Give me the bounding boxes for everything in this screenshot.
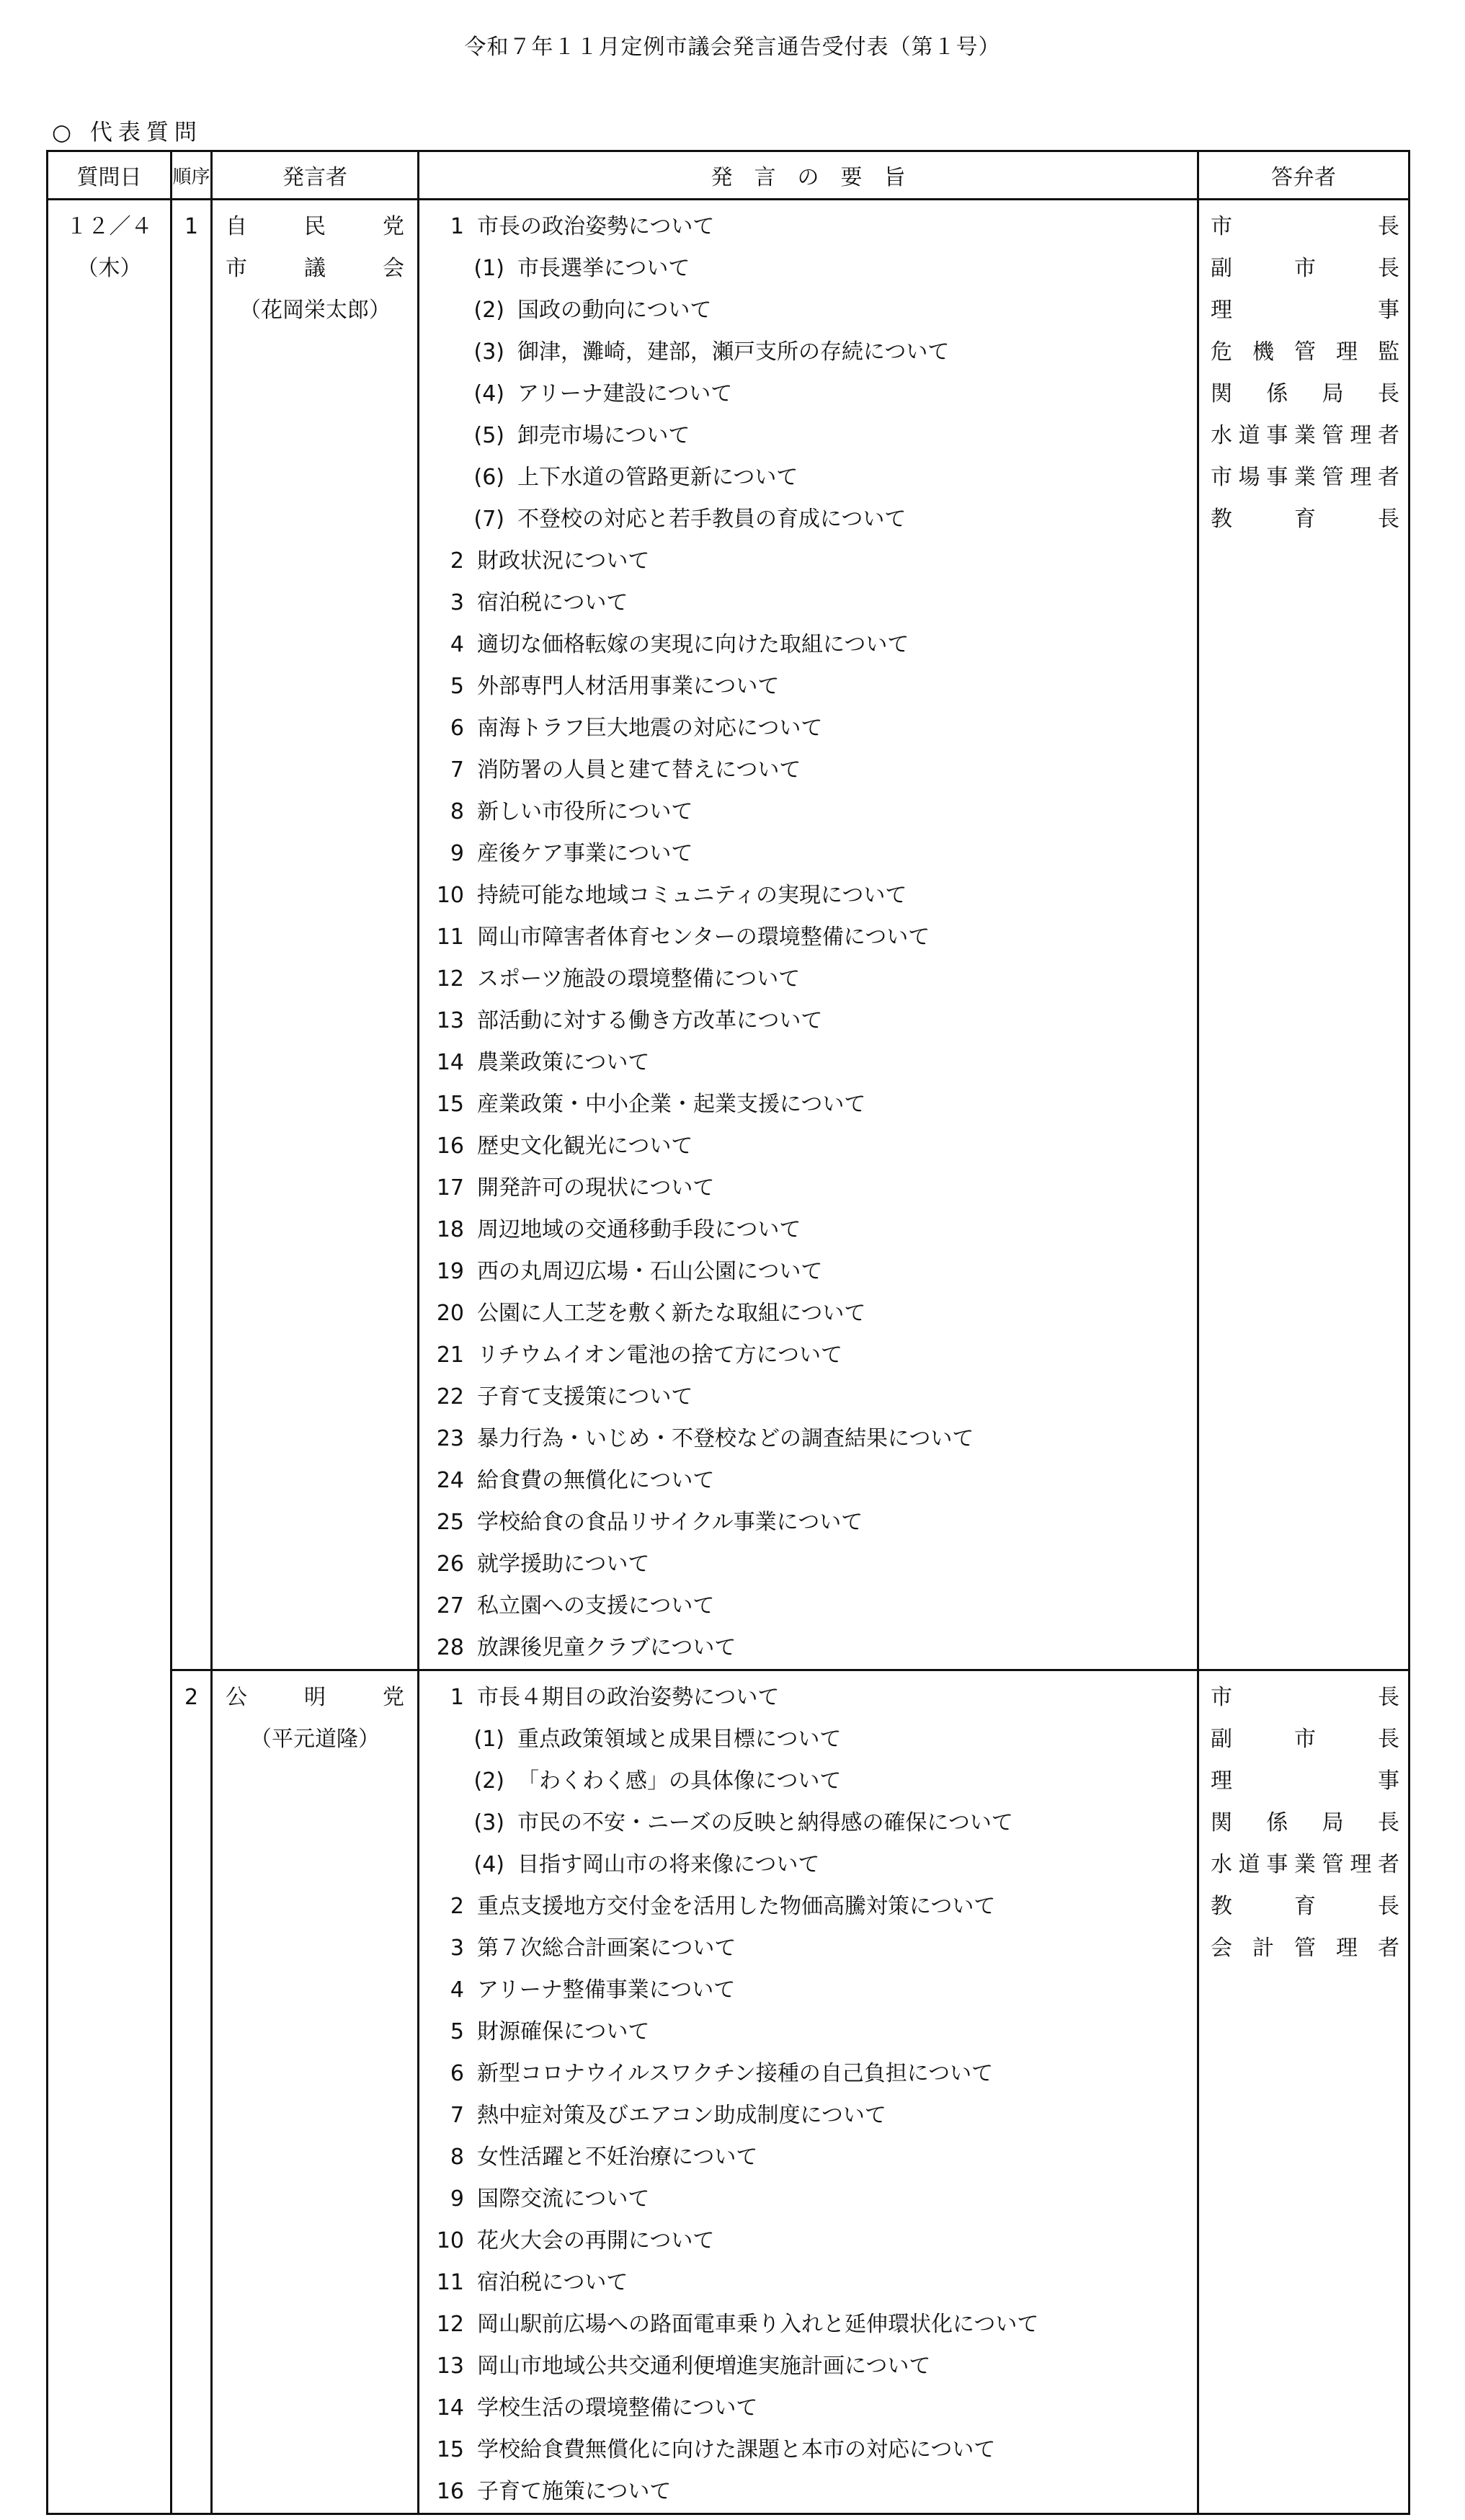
summary-item <box>419 1585 1197 1627</box>
item-number: 14 <box>436 1050 464 1075</box>
entry-row <box>48 1670 1410 2514</box>
speaker-cell <box>212 1670 419 2514</box>
respondent: 市長 <box>1211 1685 1399 1710</box>
summary-item <box>419 1126 1197 1167</box>
summary-item <box>419 1460 1197 1502</box>
item-number: 10 <box>436 2228 464 2253</box>
header-respondent: 答弁者 <box>1198 151 1410 200</box>
respondent: 理事 <box>1211 1768 1399 1794</box>
summary-item <box>419 791 1197 833</box>
item-number: 14 <box>436 2395 464 2421</box>
summary-list <box>419 1677 1197 2513</box>
summary-item <box>419 1376 1197 1418</box>
summary-item <box>419 875 1197 917</box>
summary-item <box>419 958 1197 1000</box>
summary-subitem <box>419 248 1197 290</box>
header-order: 順序 <box>172 151 212 200</box>
item-text: 国際交流について <box>477 2186 650 2212</box>
summary-item <box>419 833 1197 875</box>
summary-item <box>419 1627 1197 1669</box>
item-number: 16 <box>436 1134 464 1159</box>
item-number: 8 <box>450 799 464 824</box>
item-text: 学校給食費無償化に向けた課題と本市の対応について <box>477 2437 996 2462</box>
item-text: 第７次総合計画案について <box>477 1936 736 1961</box>
summary-item <box>419 1335 1197 1376</box>
item-number: 12 <box>436 966 464 992</box>
speaker-name: （平元道隆） <box>250 1727 380 1752</box>
section-heading: ○ 代表質問 <box>52 120 202 146</box>
summary-item <box>419 2220 1197 2262</box>
item-number: 13 <box>436 1008 464 1033</box>
speaker-party: 自民党 <box>226 214 404 239</box>
respondent: 教育長 <box>1211 507 1399 532</box>
order-number: 1 <box>184 214 199 239</box>
item-number: 18 <box>436 1217 464 1242</box>
item-number: 6 <box>450 716 464 741</box>
item-text: 重点支援地方交付金を活用した物価高騰対策について <box>477 1894 996 1919</box>
item-text: 市長の政治姿勢について <box>477 214 715 239</box>
summary-subitem <box>419 1760 1197 1802</box>
item-text: 歴史文化観光について <box>477 1134 693 1159</box>
summary-item <box>419 1969 1197 2011</box>
summary-subitem <box>419 1719 1197 1760</box>
summary-item <box>419 1293 1197 1335</box>
item-text: リチウムイオン電池の捨て方について <box>477 1343 842 1368</box>
item-text: 上下水道の管路更新について <box>517 465 798 490</box>
item-text: 市民の不安・ニーズの反映と納得感の確保について <box>517 1810 1013 1835</box>
item-text: 目指す岡山市の将来像について <box>517 1852 820 1877</box>
speaker-party: 市議会 <box>226 256 404 281</box>
summary-item <box>419 2429 1197 2471</box>
item-text: 財源確保について <box>477 2019 650 2044</box>
summary-item <box>419 2262 1197 2304</box>
summary-item <box>419 1209 1197 1251</box>
item-number: (7) <box>473 507 504 532</box>
entry-row <box>48 200 1410 1670</box>
respondent: 水道事業管理者 <box>1211 1852 1399 1877</box>
item-text: 女性活躍と不妊治療について <box>477 2145 758 2170</box>
summary-item <box>419 1000 1197 1042</box>
item-number: 3 <box>450 1936 464 1961</box>
item-number: 16 <box>436 2479 464 2504</box>
item-number: 11 <box>436 925 464 950</box>
item-number: 12 <box>436 2312 464 2337</box>
item-text: 子育て施策について <box>477 2479 672 2504</box>
summary-item <box>419 1502 1197 1544</box>
item-number: 22 <box>436 1384 464 1410</box>
item-text: アリーナ建設について <box>517 381 733 406</box>
summary-subitem <box>419 331 1197 373</box>
summary-item <box>419 2387 1197 2429</box>
item-number: 15 <box>436 2437 464 2462</box>
summary-item <box>419 749 1197 791</box>
respondent: 理事 <box>1211 298 1399 323</box>
summary-item <box>419 1167 1197 1209</box>
item-text: 不登校の対応と若手教員の育成について <box>517 507 907 532</box>
item-number: 4 <box>450 632 464 657</box>
item-number: 23 <box>436 1426 464 1451</box>
speaker-name: （花岡栄太郎） <box>239 298 391 323</box>
item-number: (6) <box>473 465 504 490</box>
respondent: 副市長 <box>1211 1727 1399 1752</box>
speaker-cell <box>212 200 419 1670</box>
item-text: 卸売市場について <box>517 423 690 448</box>
item-text: 西の丸周辺広場・石山公園について <box>477 1259 823 1284</box>
summary-subitem <box>419 415 1197 457</box>
item-number: 6 <box>450 2061 464 2086</box>
summary-item <box>419 2178 1197 2220</box>
summary-item <box>419 2471 1197 2513</box>
summary-item <box>419 2095 1197 2137</box>
summary-item <box>419 582 1197 624</box>
item-number: (1) <box>473 1727 504 1752</box>
item-number: 17 <box>436 1175 464 1201</box>
item-text: 宿泊税について <box>477 2270 628 2295</box>
item-number: (4) <box>473 1852 504 1877</box>
item-number: 20 <box>436 1301 464 1326</box>
item-number: 7 <box>450 2103 464 2128</box>
summary-subitem <box>419 290 1197 331</box>
item-text: 周辺地域の交通移動手段について <box>477 1217 801 1242</box>
item-text: 給食費の無償化について <box>477 1468 715 1493</box>
respondent: 危機管理監 <box>1211 339 1399 365</box>
item-text: 農業政策について <box>477 1050 650 1075</box>
item-number: (5) <box>473 423 504 448</box>
summary-item <box>419 2304 1197 2346</box>
item-number: 24 <box>436 1468 464 1493</box>
respondent-cell <box>1198 1670 1410 2514</box>
item-text: 放課後児童クラブについて <box>477 1635 736 1660</box>
speaker-party: 公明党 <box>226 1685 404 1710</box>
item-number: 9 <box>450 841 464 866</box>
item-text: 学校給食の食品リサイクル事業について <box>477 1510 863 1535</box>
item-number: 11 <box>436 2270 464 2295</box>
item-text: 財政状況について <box>477 548 650 574</box>
header-speaker: 発言者 <box>212 151 419 200</box>
speech-notice-table <box>46 150 1410 2515</box>
item-text: 熱中症対策及びエアコン助成制度について <box>477 2103 886 2128</box>
summary-item <box>419 917 1197 958</box>
item-text: 宿泊税について <box>477 590 628 615</box>
item-text: 開発許可の現状について <box>477 1175 715 1201</box>
summary-item <box>419 1251 1197 1293</box>
item-number: (2) <box>473 298 504 323</box>
item-number: 15 <box>436 1092 464 1117</box>
item-text: 消防署の人員と建て替えについて <box>477 757 801 783</box>
item-text: 持続可能な地域コミュニティの実現について <box>477 883 907 908</box>
document-title: 令和７年１１月定例市議会発言通告受付表（第１号） <box>464 35 1001 60</box>
summary-item <box>419 1928 1197 1969</box>
summary-item <box>419 1418 1197 1460</box>
summary-subitem <box>419 499 1197 540</box>
item-text: スポーツ施設の環境整備について <box>477 966 801 992</box>
item-text: 就学援助について <box>477 1551 650 1577</box>
item-text: アリーナ整備事業について <box>477 1977 736 2003</box>
item-number: (3) <box>473 339 504 365</box>
item-number: 3 <box>450 590 464 615</box>
item-text: 市長４期目の政治姿勢について <box>477 1685 780 1710</box>
order-cell <box>172 200 212 1670</box>
respondent-list <box>1211 206 1399 540</box>
header-row <box>48 151 1410 200</box>
summary-item <box>419 1886 1197 1928</box>
item-number: 1 <box>450 214 464 239</box>
item-text: 岡山市障害者体育センターの環境整備について <box>477 925 930 950</box>
item-number: 8 <box>450 2145 464 2170</box>
header-date: 質問日 <box>48 151 172 200</box>
respondent: 市場事業管理者 <box>1211 465 1399 490</box>
respondent: 教育長 <box>1211 1894 1399 1919</box>
item-text: 公園に人工芝を敷く新たな取組について <box>477 1301 866 1326</box>
item-number: 19 <box>436 1259 464 1284</box>
item-number: (1) <box>473 256 504 281</box>
item-text: 岡山駅前広場への路面電車乗り入れと延伸環状化について <box>477 2312 1039 2337</box>
item-text: 産業政策・中小企業・起業支援について <box>477 1092 866 1117</box>
summary-item <box>419 206 1197 248</box>
item-text: 新しい市役所について <box>477 799 693 824</box>
item-text: 「わくわく感」の具体像について <box>517 1768 842 1794</box>
question-weekday: （木） <box>76 256 142 281</box>
item-text: 岡山市地域公共交通利便増進実施計画について <box>477 2354 931 2379</box>
item-number: 26 <box>436 1551 464 1577</box>
item-text: 学校生活の環境整備について <box>477 2395 758 2421</box>
item-number: (2) <box>473 1768 504 1794</box>
item-number: 2 <box>450 1894 464 1919</box>
summary-item <box>419 1084 1197 1126</box>
item-text: 市長選挙について <box>517 256 690 281</box>
summary-subitem <box>419 1802 1197 1844</box>
summary-item <box>419 1544 1197 1585</box>
item-number: 4 <box>450 1977 464 2003</box>
item-number: 28 <box>436 1635 464 1660</box>
summary-subitem <box>419 457 1197 499</box>
question-date-cell <box>48 200 172 2514</box>
item-number: 9 <box>450 2186 464 2212</box>
item-text: 適切な価格転嫁の実現に向けた取組について <box>477 632 909 657</box>
summary-item <box>419 2053 1197 2095</box>
item-number: 10 <box>436 883 464 908</box>
item-text: 新型コロナウイルスワクチン接種の自己負担について <box>477 2061 994 2086</box>
item-number: 25 <box>436 1510 464 1535</box>
respondent: 関係局長 <box>1211 1810 1399 1835</box>
order-cell <box>172 1670 212 2514</box>
summary-item <box>419 2137 1197 2178</box>
summary-subitem <box>419 373 1197 415</box>
item-text: 外部専門人材活用事業について <box>477 674 780 699</box>
item-number: 27 <box>436 1593 464 1619</box>
item-number: 2 <box>450 548 464 574</box>
respondent-cell <box>1198 200 1410 1670</box>
summary-item <box>419 666 1197 708</box>
item-number: 7 <box>450 757 464 783</box>
item-text: 子育て支援策について <box>477 1384 693 1410</box>
summary-item <box>419 2011 1197 2053</box>
summary-item <box>419 2346 1197 2387</box>
respondent: 関係局長 <box>1211 381 1399 406</box>
summary-item <box>419 708 1197 749</box>
respondent-list <box>1211 1677 1399 1969</box>
item-number: 5 <box>450 674 464 699</box>
item-text: 私立園への支援について <box>477 1593 715 1619</box>
summary-list <box>419 206 1197 1669</box>
item-text: 部活動に対する働き方改革について <box>477 1008 823 1033</box>
header-summary: 発 言 の 要 旨 <box>419 151 1198 200</box>
summary-item <box>419 1042 1197 1084</box>
item-text: 花火大会の再開について <box>477 2228 715 2253</box>
respondent: 水道事業管理者 <box>1211 423 1399 448</box>
item-text: 暴力行為・いじめ・不登校などの調査結果について <box>477 1426 974 1451</box>
respondent: 市長 <box>1211 214 1399 239</box>
item-text: 御津，灘崎，建部，瀬戸支所の存続について <box>517 339 950 365</box>
item-text: 南海トラフ巨大地震の対応について <box>477 716 823 741</box>
item-number: 5 <box>450 2019 464 2044</box>
respondent: 副市長 <box>1211 256 1399 281</box>
item-text: 国政の動向について <box>517 298 712 323</box>
item-number: 13 <box>436 2354 464 2379</box>
item-text: 産後ケア事業について <box>477 841 693 866</box>
summary-cell <box>419 1670 1198 2514</box>
summary-item <box>419 1677 1197 1719</box>
summary-cell <box>419 200 1198 1670</box>
item-number: (3) <box>473 1810 504 1835</box>
question-date: １２／４ <box>66 214 153 239</box>
item-number: (4) <box>473 381 504 406</box>
respondent: 会計管理者 <box>1211 1936 1399 1961</box>
summary-item <box>419 540 1197 582</box>
summary-subitem <box>419 1844 1197 1886</box>
order-number: 2 <box>184 1685 199 1710</box>
summary-item <box>419 624 1197 666</box>
item-text: 重点政策領域と成果目標について <box>517 1727 842 1752</box>
item-number: 21 <box>436 1343 464 1368</box>
item-number: 1 <box>450 1685 464 1710</box>
